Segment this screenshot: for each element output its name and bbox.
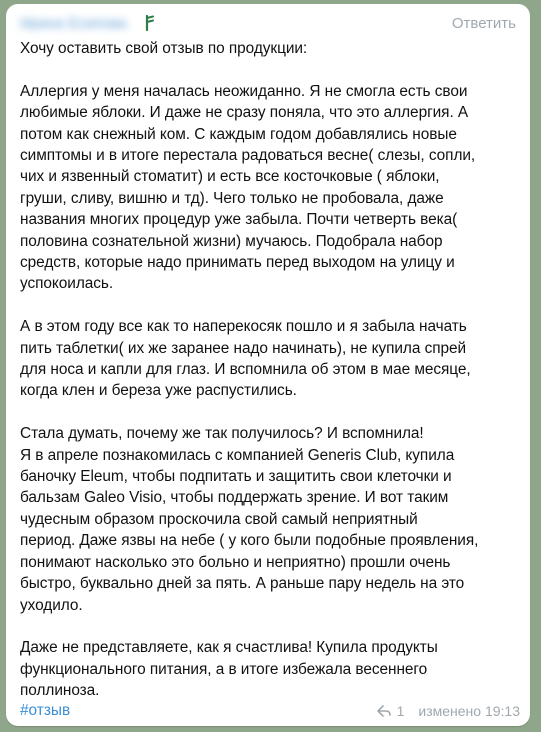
message-paragraph: А в этом году все как то наперекосяк пошло и я забыла начать пить таблетки( их же заранее надо начинать), не купила спрей для носа и капли для глаз. И вспомнила об этом в мае месяце, когда клен и береза уже распустились. bbox=[20, 318, 471, 400]
edited-timestamp: изменено 19:13 bbox=[418, 703, 520, 719]
author-name[interactable]: Ирина Есипова bbox=[20, 14, 127, 32]
message-paragraph: Хочу оставить свой отзыв по продукции: bbox=[20, 40, 308, 57]
forward-count: 1 bbox=[396, 703, 405, 719]
reply-button[interactable]: Ответить bbox=[451, 15, 516, 32]
message-paragraph: Даже не представляете, как я счастлива! Купила продукты функционального питания, а в итоге избежала весеннего поллиноза. bbox=[20, 639, 438, 700]
hashtag-link[interactable]: #отзыв bbox=[20, 702, 71, 719]
message-paragraph: Стала думать, почему же так получилось? И вспомнила! Я в апреле познакомилась с компанией Generis Club, купила баночку Eleum, чтобы подпитать и защитить свои клеточки и бальзам Galeo Visio, чтобы поддержать зрение. И вот таким чудесным образом проскочила свой самый неприятный период. Даже язвы на небе ( у кого были подобные проявления, понимают насколько это больно и неприятно) прошли очень быстро, буквально дней за пять. А раньше пару недель на это уходило. bbox=[20, 425, 479, 614]
message-header bbox=[20, 12, 516, 34]
forward-arrow-icon bbox=[377, 705, 391, 717]
message-footer bbox=[20, 700, 520, 722]
rune-badge-icon bbox=[141, 14, 159, 32]
message-bubble[interactable] bbox=[6, 4, 530, 726]
message-paragraph: Аллергия у меня началась неожиданно. Я не смогла есть свои любимые яблоки. И даже не сразу поняла, что это аллергия. А потом как снежный ком. С каждым годом добавлялись новые симптомы и в итоге перестала радоваться весне( слезы, сопли, чих и язвенный стоматит) и есть все косточковые ( яблоки, груши, сливу, вишню и тд). Чего только не пробовала, даже названия многих процедур уже забыла. Почти четверть века( половина сознательной жизни) мучаюсь. Подобрала набор средств, которые надо принимать перед выходом на улицу и успокоилась. bbox=[20, 82, 476, 293]
message-meta bbox=[377, 703, 520, 719]
message-text bbox=[20, 38, 516, 702]
